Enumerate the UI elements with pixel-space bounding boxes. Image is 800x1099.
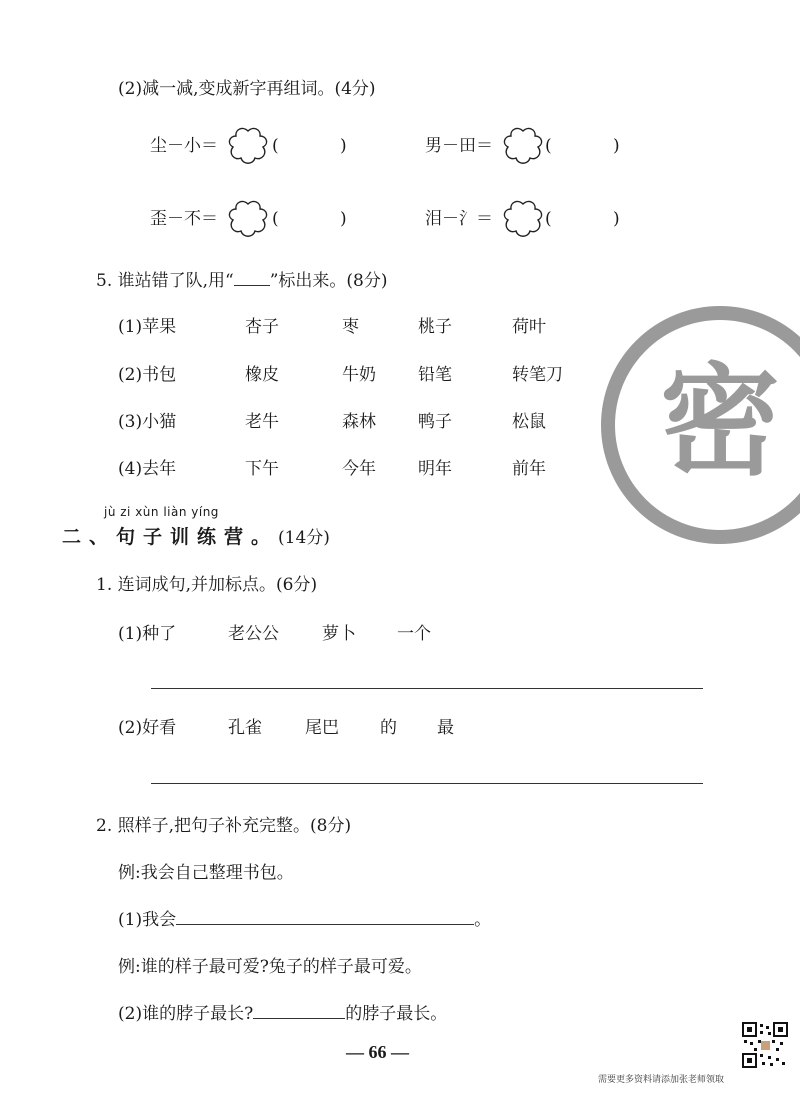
- q4-2-prompt: (2)减一减,变成新字再组词。(4分): [118, 79, 376, 99]
- q5-word[interactable]: 下午: [245, 459, 279, 479]
- section2-pinyin: jù zi xùn liàn yíng: [104, 505, 219, 519]
- flower-box-icon[interactable]: [228, 198, 268, 238]
- subtraction-expr: 男－田＝: [425, 136, 493, 156]
- section2-title-text: 二、句子训练营。: [62, 526, 279, 548]
- s2q1-word: 尾巴: [305, 718, 339, 738]
- s2q1-word: 的: [380, 718, 397, 738]
- s2q2-item2: [118, 1003, 447, 1025]
- paren-open: (: [272, 209, 279, 229]
- page-number: — 66 —: [346, 1042, 409, 1062]
- q5-prompt: [96, 270, 388, 292]
- s2q1-row-label: (2)好看: [118, 718, 177, 738]
- subtraction-expr: 泪－氵＝: [425, 209, 493, 229]
- q5-row-label: (4)去年: [118, 459, 177, 479]
- flower-box-icon[interactable]: [228, 125, 268, 165]
- s2q1-word: 萝卜: [322, 624, 356, 644]
- s2q2-example2: 例:谁的样子最可爱?兔子的样子最可爱。: [118, 957, 422, 977]
- q5-prompt-post: ”标出来。(8分): [269, 271, 388, 291]
- s2q1-word: 孔雀: [228, 718, 262, 738]
- paren-open: (: [545, 209, 552, 229]
- q5-word[interactable]: 松鼠: [512, 412, 546, 432]
- paren-open: (: [272, 136, 279, 156]
- q5-word[interactable]: 今年: [342, 459, 376, 479]
- s2q2-prompt: 2. 照样子,把句子补充完整。(8分): [96, 816, 352, 836]
- underline-mark-blank: [234, 285, 270, 286]
- s2q2-example1: 例:我会自己整理书包。: [118, 863, 294, 883]
- subtraction-expr: 尘－小＝: [150, 136, 218, 156]
- s2q2-item2-pre: (2)谁的脖子最长?: [118, 1004, 254, 1024]
- q5-word[interactable]: 转笔刀: [512, 365, 563, 385]
- s2q1-prompt: 1. 连词成句,并加标点。(6分): [96, 575, 318, 595]
- s2q2-item2-post: 的脖子最长。: [345, 1004, 448, 1024]
- subtraction-expr: 歪－不＝: [150, 209, 218, 229]
- s2q2-item1-pre: (1)我会: [118, 910, 177, 930]
- s2q2-item1: [118, 909, 491, 931]
- section2-title: [62, 522, 330, 549]
- answer-line[interactable]: [151, 783, 703, 784]
- q5-word[interactable]: 明年: [418, 459, 452, 479]
- section2-score: (14分): [278, 528, 330, 548]
- q5-word[interactable]: 桃子: [418, 317, 452, 337]
- flower-box-icon[interactable]: [503, 198, 543, 238]
- answer-line[interactable]: [151, 688, 703, 689]
- s2q1-word: 老公公: [228, 624, 279, 644]
- q5-word[interactable]: 前年: [512, 459, 546, 479]
- q5-word[interactable]: 老牛: [245, 412, 279, 432]
- q5-word[interactable]: 枣: [342, 317, 359, 337]
- s2q1-word: 一个: [397, 624, 431, 644]
- q5-word[interactable]: 铅笔: [418, 365, 452, 385]
- q5-word[interactable]: 牛奶: [342, 365, 376, 385]
- paren-close: ): [613, 136, 620, 156]
- fill-blank[interactable]: [253, 1018, 345, 1019]
- q5-word[interactable]: 鸭子: [418, 412, 452, 432]
- s2q2-item1-post: 。: [474, 910, 492, 930]
- stamp-char: 密: [660, 353, 780, 492]
- q5-word[interactable]: 荷叶: [512, 317, 546, 337]
- s2q1-word: 最: [437, 718, 454, 738]
- fill-blank[interactable]: [176, 924, 474, 925]
- q5-row-label: (2)书包: [118, 365, 177, 385]
- confidential-stamp-icon: [600, 305, 800, 545]
- paren-close: ): [340, 136, 347, 156]
- s2q1-row-label: (1)种了: [118, 624, 177, 644]
- flower-box-icon[interactable]: [503, 125, 543, 165]
- paren-close: ): [340, 209, 347, 229]
- q5-word[interactable]: 森林: [342, 412, 376, 432]
- qr-code-icon: [742, 1022, 788, 1068]
- paren-open: (: [545, 136, 552, 156]
- q5-row-label: (1)苹果: [118, 317, 177, 337]
- q5-word[interactable]: 杏子: [245, 317, 279, 337]
- q5-row-label: (3)小猫: [118, 412, 177, 432]
- q5-word[interactable]: 橡皮: [245, 365, 279, 385]
- paren-close: ): [613, 209, 620, 229]
- footer-note: 需要更多资料请添加张老师领取: [598, 1075, 725, 1085]
- q5-prompt-pre: 5. 谁站错了队,用“: [96, 271, 234, 291]
